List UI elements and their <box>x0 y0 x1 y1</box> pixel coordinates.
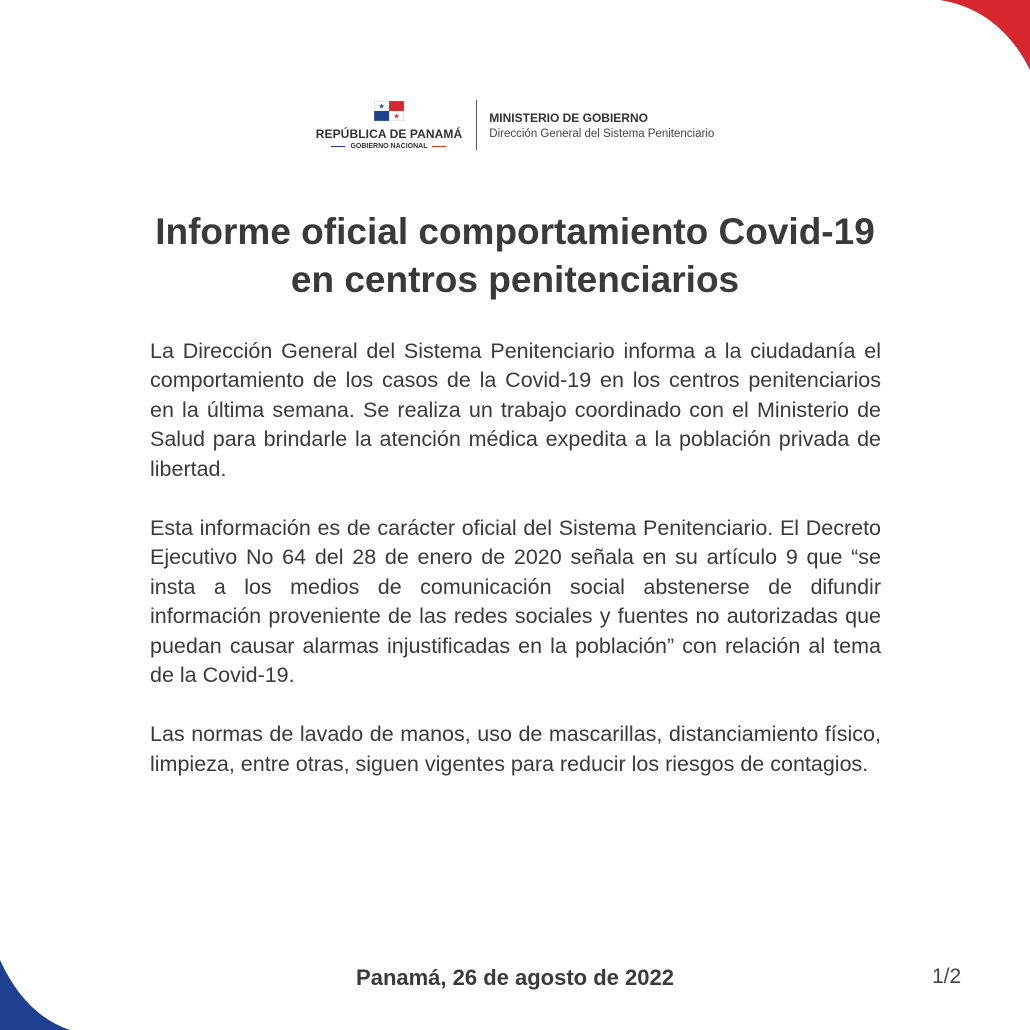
gobierno-nacional-text: GOBIERNO NACIONAL <box>350 142 428 150</box>
title-line-2: en centros penitenciarios <box>290 259 740 300</box>
divider-line-left <box>331 146 345 147</box>
body-text <box>150 337 881 809</box>
corner-decoration-top-right <box>940 0 1030 90</box>
page-number: 1/2 <box>932 965 962 988</box>
ministry-label: MINISTERIO DE GOBIERNO <box>489 110 648 125</box>
title-line-1: Informe oficial comportamiento Covid-19 <box>155 211 875 252</box>
date-footer: Panamá, 26 de agosto de 2022 <box>356 965 674 990</box>
government-logo <box>316 101 477 150</box>
paragraph-3: Las normas de lavado de manos, uso de mascarillas, distanciamiento físico, limpieza, entre otras, siguen vigentes para reducir los riesgos de contagios. <box>150 722 881 776</box>
direccion-label: Dirección General del Sistema Penitenciario <box>489 127 715 140</box>
paragraph-2: Esta información es de carácter oficial del Sistema Penitenciario. El Decreto Ejecutivo No 64 del 28 de enero de 2020 señala en su artículo 9 que “se insta a los medios de comunicación social abstenerse de difundir información proveniente de las redes sociales y fuentes no autorizadas que puedan causar alarmas injustificadas en la población” con relación al tema de la Covid-19. <box>150 516 881 688</box>
paragraph-1: La Dirección General del Sistema Penitenciario informa a la ciudadanía el comportamiento de los casos de la Covid-19 en los centros penitenciarios en la última semana. Se realiza un trabajo coordinado con el Ministerio de Salud para brindarle la atención médica expedita a la población privada de libertad. <box>150 339 881 481</box>
page-title <box>0 208 1030 304</box>
panama-flag-icon <box>374 101 404 121</box>
gobierno-nacional-label <box>331 143 446 150</box>
header <box>0 100 1030 150</box>
republic-label: REPÚBLICA DE PANAMÁ <box>315 126 463 141</box>
ministry-logo <box>477 111 714 140</box>
divider-line-right <box>432 146 446 147</box>
